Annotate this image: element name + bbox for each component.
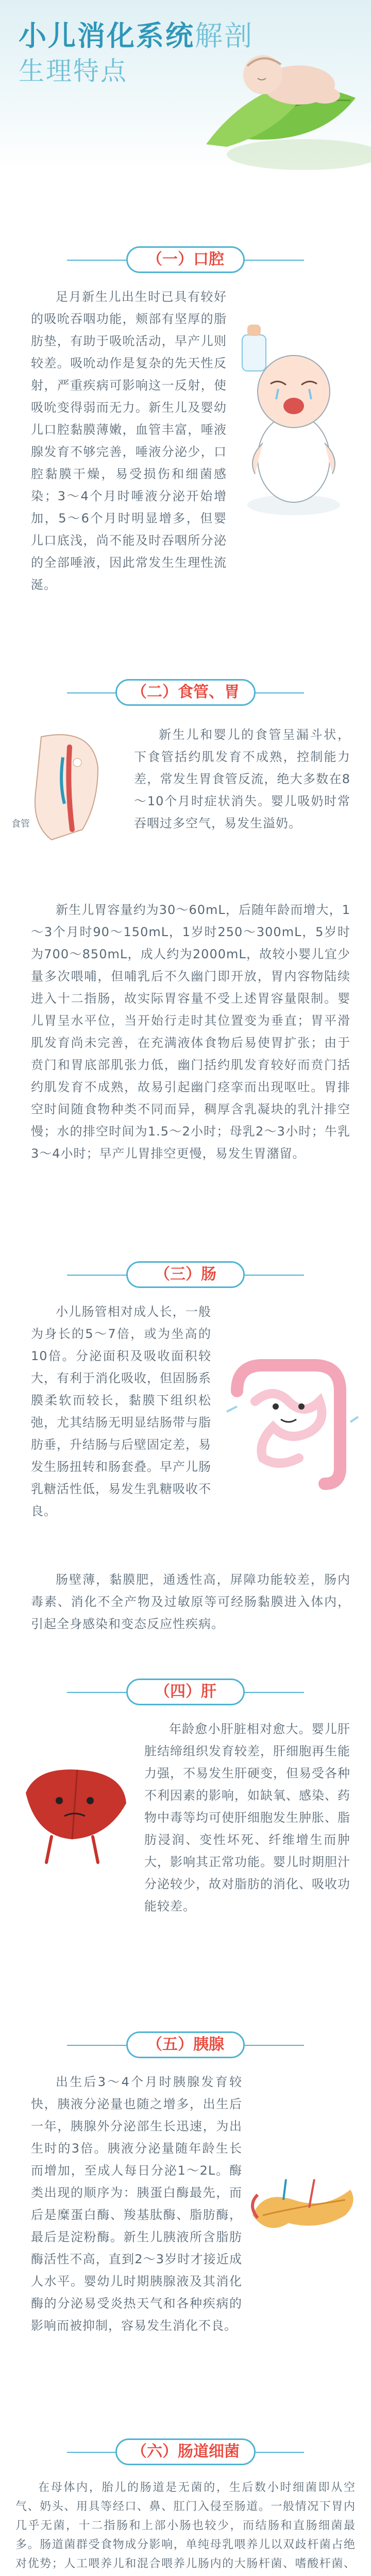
section-title-liver: （四）肝: [126, 1679, 245, 1705]
liver-character-illustration: [15, 1747, 134, 1875]
pancreas-illustration: [247, 2159, 361, 2251]
flora-text: 在母体内，胎儿的肠道是无菌的，生后数小时细菌即从空气、奶头、用具等经口、鼻、肛门入侵至肠道。一般情况下胃内几乎无菌，十二指肠和上部小肠也较少，而结肠和直肠细菌最多。肠道菌群受食物成分影响，单纯母乳喂养儿以双歧杆菌占绝对优势；人工喂养儿和混合喂养儿肠内的大肠杆菌、嗜酸杆菌、: [15, 2481, 356, 2570]
section-title-intestine: （三）肠: [126, 1261, 245, 1288]
stomach-text: 新生儿胃容量约为30～60mL，后随年龄而增大，1～3个月时90～150mL，1岁时250～300mL，5岁时为700～850mL，成人约为2000mL，故较小婴儿宜少量多次喂哺，但哺乳后不久幽门即开放，胃内容物陆续进入十二指肠，故实际胃容量不受上述胃容量限制。婴儿胃呈水平位，当开始行走时其位置变为垂直；胃平滑肌发育尚未完善，在充满液体食物后易使胃扩张；由于贲门和胃底部肌张力低，幽门括约肌发育较好而贲门括约肌发育不成熟，故易引起幽门痉挛而出现呕吐。胃排空时间随食物种类不同而异，稠厚含乳凝块的乳汁排空慢；水的排空时间为1.5～2小时；母乳2～3小时；牛乳3～4小时；早产儿胃排空更慢，易发生胃潴留。: [31, 903, 350, 1161]
liver-text: 年龄愈小肝脏相对愈大。婴儿肝脏结缔组织发育较差，肝细胞再生能力强，不易发生肝硬变，但易受各种不利因素的影响，如缺氧、感染、药物中毒等均可使肝细胞发生肿胀、脂肪浸润、变性坏死、纤维增生而肿大，影响其正常功能。婴儿时期胆汁分泌较少，故对脂肪的消化、吸收功能较差。: [144, 1722, 350, 1913]
mouth-text: 足月新生儿出生时已具有较好的吸吮吞咽功能，颊部有坚厚的脂肪垫，有助于吸吮活动，早产儿则较差。吸吮动作是复杂的先天性反射，严重疾病可影响这一反射，使吸吮变得弱而无力。新生儿及婴幼儿口腔黏膜薄嫩，血管丰富，唾液腺发育不够完善，唾液分泌少，口腔黏膜干燥，易受损伤和细菌感染；3～4个月时唾液分泌开始增加，5～6个月时明显增多，但婴儿口底浅，尚不能及时吞咽所分泌的全部唾液，因此常发生生理性流涎。: [31, 290, 227, 592]
page-subtitle: 生理特点: [19, 56, 128, 86]
intestine-side-text: 小儿肠管相对成人长，一般为身长的5～7倍，或为坐高的10倍。分泌面积及吸收面积较大，有利于消化吸收，但固肠系膜柔软而较长，黏膜下组织松弛，尤其结肠无明显结肠带与脂肪垂，升结肠与后壁固定差，易发生肠扭转和肠套叠。早产儿肠乳糖活性低，易发生乳糖吸收不良。: [31, 1304, 211, 1518]
section-heading-liver: [0, 1674, 371, 1710]
section-title-esophagus: （二）食管、胃: [115, 679, 256, 706]
section-heading-flora: [0, 2434, 371, 2470]
intestine-full-text: 肠壁薄，黏膜肥，通透性高，屏障功能较差，肠内毒素、消化不全产物及过敏原等可经肠黏膜进入体内，引起全身感染和变态反应性疾病。: [31, 1572, 350, 1631]
esophagus-anatomy-illustration: [21, 726, 124, 855]
esophagus-side-text: 新生儿和婴儿的食管呈漏斗状，下食管括约肌发育不成熟，控制能力差，常发生胃食管反流，绝大多数在8～10个月时症状消失。婴儿吸奶时常吞咽过多空气，易发生溢奶。: [134, 727, 350, 831]
baby-crying-illustration: [232, 289, 356, 536]
section-title-mouth: （一）口腔: [126, 246, 245, 273]
section-title-flora: （六）肠道细菌: [115, 2438, 256, 2465]
section-heading-intestine: [0, 1257, 371, 1293]
intestine-illustration: [216, 1345, 361, 1499]
hero-banner: [0, 0, 371, 170]
section-heading-pancreas: [0, 2027, 371, 2063]
title-suffix: 解剖: [195, 20, 254, 52]
section-heading-esophagus: [0, 675, 371, 711]
title-main: 小儿消化系统: [19, 20, 195, 52]
section-title-pancreas: （五）胰腺: [126, 2031, 245, 2058]
section-heading-mouth: [0, 242, 371, 278]
esophagus-label: 食管: [11, 819, 30, 829]
pancreas-text: 出生后3～4个月时胰腺发育较快，胰液分泌量也随之增多，出生后一年，胰腺外分泌部生长迅速，为出生时的3倍。胰液分泌量随年龄生长而增加，至成人每日分泌1～2L。酶类出现的顺序为：胰蛋白酶最先，而后是糜蛋白酶、羧基肽酶、脂肪酶，最后是淀粉酶。新生儿胰液所含脂肪酶活性不高，直到2～3岁时才接近成人水平。婴幼儿时期胰腺液及其消化酶的分泌易受炎热天气和各种疾病的影响而被抑制，容易发生消化不良。: [31, 2075, 242, 2333]
baby-on-leaf-illustration: [185, 0, 371, 170]
